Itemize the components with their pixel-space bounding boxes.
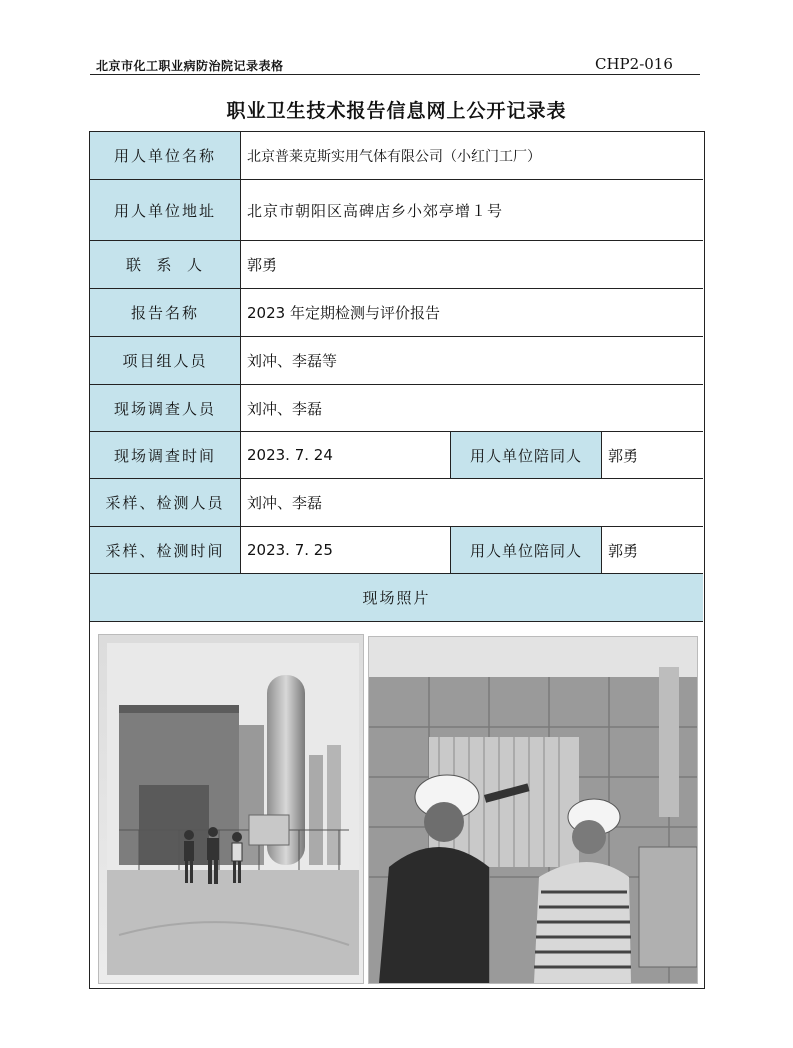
team-value: 刘冲、李磊等 xyxy=(241,337,703,385)
site-photo-measurement xyxy=(368,636,698,984)
sampling-time-label: 采样、检测时间 xyxy=(90,527,241,574)
survey-time-label: 现场调查时间 xyxy=(90,432,241,479)
report-name-value: 2023 年定期检测与评价报告 xyxy=(241,289,703,337)
survey-escort-label: 用人单位陪同人 xyxy=(451,432,602,479)
sampling-escort-label: 用人单位陪同人 xyxy=(451,527,602,574)
contact-label: 联 系 人 xyxy=(90,241,241,289)
employer-address-label: 用人单位地址 xyxy=(90,180,241,241)
site-photos-label: 现场照片 xyxy=(90,574,703,622)
employer-name-value: 北京普莱克斯实用气体有限公司（小红门工厂） xyxy=(241,132,703,180)
employer-name-label: 用人单位名称 xyxy=(90,132,241,180)
survey-time-value: 2023. 7. 24 xyxy=(241,432,451,479)
sampling-time-value: 2023. 7. 25 xyxy=(241,527,451,574)
employer-address-value: 北京市朝阳区高碑店乡小郊亭增１号 xyxy=(241,180,703,241)
survey-escort-value: 郭勇 xyxy=(602,432,703,479)
page-title: 职业卫生技术报告信息网上公开记录表 xyxy=(226,100,567,122)
sampling-staff-label: 采样、检测人员 xyxy=(90,479,241,527)
site-photo-building xyxy=(98,634,364,984)
report-name-label: 报告名称 xyxy=(90,289,241,337)
sampling-escort-value: 郭勇 xyxy=(602,527,703,574)
survey-staff-value: 刘冲、李磊 xyxy=(241,385,703,432)
sampling-staff-value: 刘冲、李磊 xyxy=(241,479,703,527)
survey-staff-label: 现场调查人员 xyxy=(90,385,241,432)
header-divider xyxy=(90,74,700,75)
form-org-name: 北京市化工职业病防治院记录表格 xyxy=(96,59,284,73)
team-label: 项目组人员 xyxy=(90,337,241,385)
record-form xyxy=(89,131,705,989)
site-photos-area xyxy=(90,622,703,987)
contact-value: 郭勇 xyxy=(241,241,703,289)
form-code: CHP2-016 xyxy=(595,55,673,73)
